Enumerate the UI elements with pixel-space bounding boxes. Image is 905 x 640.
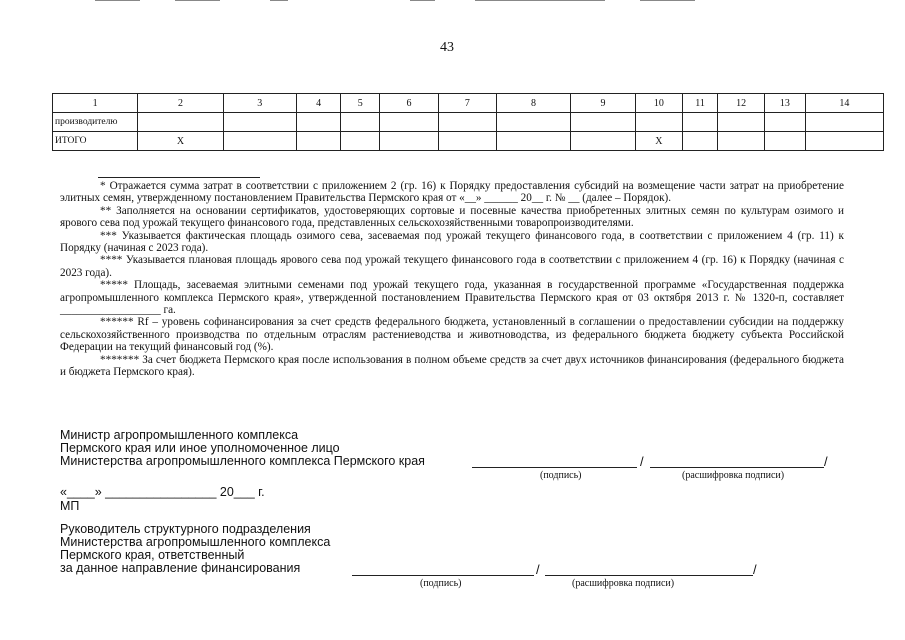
table-cell bbox=[438, 113, 496, 132]
separator-slash: / bbox=[753, 562, 757, 577]
table-cell bbox=[380, 132, 439, 151]
footnote: *** Указывается фактическая площадь озимого сева, засеваемая под урожай текущего финансового года, в соответствии с приложением 4 (гр. 11) к Порядку (начиная с 2023 года). bbox=[60, 229, 844, 255]
table-row bbox=[53, 113, 884, 132]
table-header-row bbox=[53, 94, 884, 113]
column-number: 2 bbox=[138, 94, 223, 113]
table-cell bbox=[765, 132, 806, 151]
scan-edge-line bbox=[475, 0, 605, 1]
footnote-separator bbox=[98, 177, 260, 178]
separator-slash: / bbox=[536, 562, 540, 577]
table-cell bbox=[296, 113, 341, 132]
name-decode-caption: (расшифровка подписи) bbox=[572, 578, 675, 589]
signature-line bbox=[472, 467, 637, 468]
table-cell bbox=[438, 132, 496, 151]
column-number: 9 bbox=[571, 94, 636, 113]
scan-edge-line bbox=[410, 0, 435, 1]
footnote: ***** Площадь, засеваемая элитными семенами под урожай текущего года, указанная в государственной программе «Государственная поддержка агропромышленного комплекса Пермского края», утвержденной постановлением Правительства Пермского края от 03 октября 2013 г. № 1320-п, составляет __________________ га. bbox=[60, 279, 844, 317]
signature-line bbox=[352, 575, 534, 576]
column-number: 14 bbox=[805, 94, 883, 113]
table-cell bbox=[682, 113, 718, 132]
column-number: 4 bbox=[296, 94, 341, 113]
signature-caption: (подпись) bbox=[420, 578, 462, 589]
column-number: 11 bbox=[682, 94, 718, 113]
table-cell bbox=[341, 113, 380, 132]
signatory-title: Министр агропромышленного комплекса bbox=[60, 428, 299, 442]
scan-edge-line bbox=[640, 0, 695, 1]
stamp-place: МП bbox=[60, 499, 80, 513]
signatory-title: Министерства агропромышленного комплекса Пермского края bbox=[60, 454, 425, 468]
column-number: 3 bbox=[223, 94, 296, 113]
table-cell bbox=[636, 113, 683, 132]
table-cell bbox=[571, 113, 636, 132]
table-cell bbox=[682, 132, 718, 151]
signature-caption: (подпись) bbox=[540, 470, 582, 481]
separator-slash: / bbox=[824, 454, 828, 469]
column-number: 8 bbox=[496, 94, 570, 113]
table-total-row bbox=[53, 132, 884, 151]
footnotes bbox=[60, 180, 844, 379]
column-number: 6 bbox=[380, 94, 439, 113]
signatory-title: Пермского края или иное уполномоченное лицо bbox=[60, 441, 340, 455]
table-cell bbox=[805, 132, 883, 151]
footnote: * Отражается сумма затрат в соответствии с приложением 2 (гр. 16) к Порядку предоставления субсидий на возмещение части затрат на приобретение элитных семян, утвержденному постановлением Правительства Пермского края от «__» ______ 20__ г. № __ (далее – Порядок). bbox=[60, 180, 844, 205]
table-cell bbox=[718, 113, 765, 132]
footnote: ** Заполняется на основании сертификатов, удостоверяющих сортовые и посевные качества приобретенных элитных семян по культурам озимого и ярового сева под урожай текущего финансового года, представленных сельскохозяйственными товаропроизводителями. bbox=[60, 204, 844, 230]
signature-block-minister bbox=[60, 429, 425, 468]
signatory-title: Руководитель структурного подразделения bbox=[60, 522, 311, 536]
table-cell bbox=[805, 113, 883, 132]
data-table bbox=[52, 93, 884, 151]
footnote: **** Указывается плановая площадь ярового сева под урожай текущего финансового года в соответствии с приложением 4 (гр. 16) к Порядку (начиная с 2023 года). bbox=[60, 254, 844, 279]
table-cell bbox=[571, 132, 636, 151]
table-cell bbox=[765, 113, 806, 132]
table-cell bbox=[138, 113, 223, 132]
table-cell: Х bbox=[636, 132, 683, 151]
table-cell: производителю bbox=[53, 113, 138, 132]
signatory-title: Пермского края, ответственный bbox=[60, 548, 245, 562]
table-cell bbox=[496, 132, 570, 151]
footnote: ******* За счет бюджета Пермского края после использования в полном объеме средств за счет двух источников финансирования (федерального бюджета и бюджета Пермского края). bbox=[60, 353, 844, 379]
scan-edge-line bbox=[175, 0, 220, 1]
column-number: 12 bbox=[718, 94, 765, 113]
table-cell: Х bbox=[138, 132, 223, 151]
table-cell bbox=[296, 132, 341, 151]
name-decode-caption: (расшифровка подписи) bbox=[682, 470, 785, 481]
table-cell bbox=[496, 113, 570, 132]
scan-edge-line bbox=[95, 0, 140, 1]
signature-block-head bbox=[60, 523, 330, 575]
signatory-title: Министерства агропромышленного комплекса bbox=[60, 535, 331, 549]
table-cell bbox=[718, 132, 765, 151]
column-number: 10 bbox=[636, 94, 683, 113]
name-decode-line bbox=[650, 467, 824, 468]
separator-slash: / bbox=[640, 454, 644, 469]
column-number: 7 bbox=[438, 94, 496, 113]
table-cell bbox=[380, 113, 439, 132]
column-number: 1 bbox=[53, 94, 138, 113]
table-cell bbox=[341, 132, 380, 151]
name-decode-line bbox=[545, 575, 753, 576]
footnote: ****** Rf – уровень софинансирования за счет средств федерального бюджета, установленный в соглашении о предоставлении субсидии на поддержку сельскохозяйственного производства по отдельным отраслям растениеводства и животноводства, из федерального бюджета бюджету субъекта Российской Федерации на текущий финансовый год (%). bbox=[60, 316, 844, 354]
table-cell: ИТОГО bbox=[53, 132, 138, 151]
date-line: «____» ________________ 20___ г. bbox=[60, 485, 265, 499]
table-cell bbox=[223, 113, 296, 132]
signatory-title: за данное направление финансирования bbox=[60, 561, 301, 575]
column-number: 13 bbox=[765, 94, 806, 113]
scan-edge-line bbox=[270, 0, 288, 1]
column-number: 5 bbox=[341, 94, 380, 113]
page-number: 43 bbox=[440, 40, 454, 55]
table-cell bbox=[223, 132, 296, 151]
